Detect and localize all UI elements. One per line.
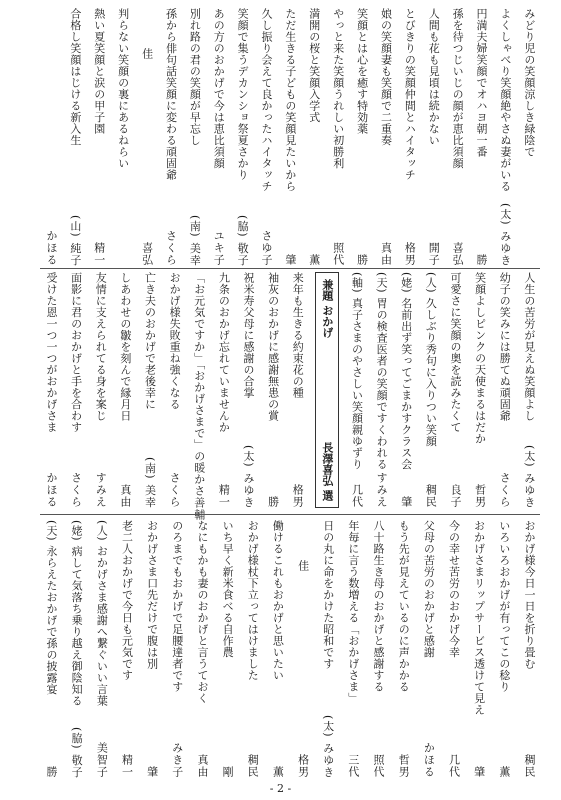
author-name: (太) みゆき <box>498 202 512 266</box>
poem-text: 老二人おかげで今日も元気です <box>120 520 134 681</box>
author-name: 几代 <box>447 754 461 778</box>
poem-text: 久し振り会えて良かったハイタッチ <box>260 8 274 192</box>
poem-column <box>426 8 440 266</box>
poem-column <box>118 272 132 508</box>
theme-box <box>315 272 339 508</box>
author-name: かほる <box>422 742 436 778</box>
author-name: 薫 <box>307 254 321 266</box>
poem-text: 円満夫婦笑顔でオハヨ朝一番 <box>475 8 489 158</box>
poem-text: 受けた恩一つ一つがおかげさま <box>45 272 58 433</box>
author-name: 肇 <box>283 254 297 266</box>
poem-column <box>355 8 369 266</box>
poem-text: (姥) 名前出ず笑ってごまかすクラス会 <box>399 272 413 470</box>
poem-text: 娘の笑顔妻も笑顔で二重奏 <box>379 8 393 146</box>
poem-text: 可愛さに笑顔の奥を読みたくて <box>449 272 462 433</box>
poem-text: やっと来た笑顔うれしい初勝利 <box>331 8 345 169</box>
author-name: 開子 <box>427 242 441 266</box>
poem-text: (姥) 病して気落ち乗り越え御陰知る <box>70 520 84 707</box>
poem-text: 来年も生きる約束花の種 <box>291 272 305 399</box>
divider-1 <box>40 268 540 269</box>
poem-column <box>69 520 83 778</box>
poem-text: (人) おかげさま感謝へ繋ぐいい言葉 <box>95 520 109 707</box>
poem-text: 九条のおかげ忘れていませんか <box>217 272 231 433</box>
author-name: 肇 <box>145 766 159 778</box>
poem-text: 今の幸せ苦労のおかげ今幸 <box>447 520 461 658</box>
poem-text: 笑顔とは心を癒す特効薬 <box>355 8 369 135</box>
author-name: かほる <box>45 230 58 266</box>
author-name: すみえ <box>94 472 108 508</box>
poem-column <box>270 520 284 778</box>
author-name: 稠民 <box>522 754 536 778</box>
author-name: さゆ子 <box>260 230 274 266</box>
poem-column <box>396 520 410 778</box>
author-name: 良子 <box>449 484 462 508</box>
poem-column <box>116 8 130 266</box>
poem-column <box>472 520 486 778</box>
author-name: 肇 <box>399 496 413 508</box>
author-name: (脇) 敬子 <box>70 726 84 778</box>
rank-label: 佳 <box>296 560 310 572</box>
section-1 <box>40 8 540 266</box>
poem-column <box>94 520 108 778</box>
poem-column <box>44 8 58 266</box>
author-name: 格男 <box>291 484 305 508</box>
poem-column <box>497 520 511 778</box>
author-name: 勝 <box>355 254 369 266</box>
poem-column <box>447 520 461 778</box>
author-name: さくら <box>164 230 178 266</box>
poem-column <box>167 272 181 508</box>
poem-column <box>170 520 184 778</box>
poem-column <box>474 8 488 266</box>
author-name: 真由 <box>118 484 132 508</box>
poem-column <box>266 272 280 508</box>
rank-header <box>296 520 310 778</box>
poem-column <box>522 8 536 266</box>
poem-text: 判らない笑顔の裏にあるねらい <box>116 8 130 169</box>
poem-text: よくしゃべり笑顔絶やさぬ妻がいる <box>498 8 512 192</box>
section-2 <box>40 272 540 521</box>
theme-selector: 長澤喜弘 選 <box>320 442 334 501</box>
author-name: (太) みゆき <box>242 444 255 508</box>
author-name: 精一 <box>120 754 134 778</box>
poem-column <box>216 272 230 508</box>
author-name: 哲男 <box>473 484 487 508</box>
poem-column <box>68 8 82 266</box>
poem-column <box>350 272 364 508</box>
poem-text: 熱い夏笑顔と涙の甲子園 <box>92 8 106 135</box>
poem-column <box>187 8 201 266</box>
poem-column <box>44 520 58 778</box>
poem-text: 日の丸に命をかけた昭和です <box>321 520 335 670</box>
poem-text: 孫から俳句話笑顔に変わる頑固爺 <box>164 8 178 181</box>
poem-text: おかげ様失敗重ね強くなる <box>168 272 182 410</box>
poem-text: 父母の苦労のおかげと感謝 <box>422 520 436 658</box>
poem-column <box>473 272 487 508</box>
poem-text: (天) 永らえたおかげで孫の披露宴 <box>45 520 58 695</box>
author-name: 稠民 <box>424 484 438 508</box>
divider-2 <box>40 514 540 515</box>
poem-text: 合格し笑顔はじける新入生 <box>68 8 82 146</box>
author-name: 几代 <box>350 484 364 508</box>
poem-text: (人) 久しぶり秀句に入りつい笑顔 <box>424 272 438 447</box>
poem-column <box>195 520 209 778</box>
poem-text: 亡き夫のおかげで老後幸に <box>143 272 157 410</box>
poem-text: とびきりの笑顔仲間とハイタッチ <box>403 8 417 181</box>
poem-column <box>235 8 249 266</box>
author-name: 善輔 <box>192 496 206 521</box>
author-name: 格男 <box>296 754 310 778</box>
author-name: さくら <box>168 472 182 508</box>
poem-column <box>92 8 106 266</box>
poem-column <box>44 272 58 508</box>
poem-column <box>245 520 259 778</box>
author-name: (南) 美幸 <box>188 214 202 266</box>
poem-column <box>220 520 234 778</box>
poem-text: しあわせの皺を刻んで縁月日 <box>118 272 132 422</box>
poem-text: 笑顔で集うデカンショ祭夏さかり <box>236 8 250 181</box>
author-name: (太) みゆき <box>522 444 536 508</box>
rank-header <box>140 8 154 266</box>
author-name: ユキ子 <box>212 230 226 266</box>
poem-column <box>497 272 511 508</box>
poem-column <box>498 8 512 266</box>
poem-column <box>371 520 385 778</box>
poem-text: 祝米寿父母に感謝の合掌 <box>242 272 255 399</box>
author-name: 格男 <box>403 242 417 266</box>
poem-column <box>450 8 464 266</box>
author-name: みき子 <box>170 742 184 778</box>
poem-text: 友情に支えられてる身を案じ <box>94 272 108 422</box>
poem-column <box>143 272 157 508</box>
poem-column <box>331 8 345 266</box>
poem-column <box>321 520 335 778</box>
poem-text: 幼子の笑みには勝てぬ頑固爺 <box>498 272 512 422</box>
author-name: 稠民 <box>246 754 260 778</box>
author-name: 美智子 <box>95 742 109 778</box>
author-name: 真由 <box>195 754 209 778</box>
author-name: 勝 <box>475 254 489 266</box>
poem-text: いち早く新米食べる自作農 <box>221 520 235 658</box>
author-name: 精一 <box>92 242 106 266</box>
author-name: 照代 <box>331 242 345 266</box>
author-name: 喜弘 <box>451 242 465 266</box>
poem-text: あの方のおかげで今は恵比須顔 <box>212 8 226 169</box>
poem-text: 孫を待つじいじの顔が恵比須顔 <box>451 8 465 169</box>
poem-text: もう先が見えているのに声かかる <box>397 520 411 693</box>
section-3 <box>40 520 540 778</box>
theme-title: 兼題 おかげ <box>320 279 334 338</box>
poem-text: 袖灰のおかげに感謝無患の賞 <box>266 272 280 422</box>
author-name: 真由 <box>379 242 393 266</box>
poem-text: 働けるこれもおかげと思いたい <box>271 520 285 681</box>
author-name: 喜弘 <box>140 242 154 266</box>
poem-text: 人生の苦労が見えぬ笑顔よし <box>522 272 536 422</box>
poem-column <box>192 272 206 521</box>
poem-column <box>163 8 177 266</box>
poem-text: のろまでもおかげで足腰達者です <box>170 520 184 693</box>
author-name: 薫 <box>497 766 511 778</box>
author-name: (脇) 敬子 <box>236 214 250 266</box>
author-name: 三代 <box>346 754 360 778</box>
poem-column <box>522 272 536 508</box>
author-name: (太) みゆき <box>321 714 335 778</box>
author-name: さくら <box>69 472 83 508</box>
poem-text: 年毎に言う数増える「おかげさま」 <box>346 520 360 704</box>
poem-column <box>374 272 388 508</box>
poem-text: 八十路生き母のおかげと感謝する <box>372 520 386 693</box>
poem-column <box>399 272 413 508</box>
poem-text: おかげ様杖下立ってはけました <box>246 520 260 681</box>
author-name: (南) 美幸 <box>143 456 157 508</box>
author-name: 剛 <box>221 766 235 778</box>
poem-column <box>421 520 435 778</box>
poem-text: 「お元気ですか」「おかげさまで」の暖かさ <box>192 272 206 497</box>
poem-text: いろいろおかげが有ってこの稔り <box>497 520 511 693</box>
poem-column <box>402 8 416 266</box>
poem-column <box>423 272 437 508</box>
author-name: すみえ <box>375 472 389 508</box>
poem-text: 面影に君のおかげと手を合わす <box>69 272 83 433</box>
poem-text: みどり児の笑顔涼しき緑陰で <box>522 8 536 158</box>
rank-label: 佳 <box>140 48 154 60</box>
author-name: 肇 <box>472 766 486 778</box>
page-number: - 2 - <box>269 782 292 795</box>
poem-column <box>283 8 297 266</box>
poem-text: おかげさま口先だけで腹は別 <box>145 520 159 670</box>
author-name: 照代 <box>372 754 386 778</box>
poem-column <box>241 272 255 508</box>
poem-text: 満開の桜と笑顔入学式 <box>307 8 321 123</box>
poem-column <box>307 8 321 266</box>
poem-column <box>93 272 107 508</box>
poem-text: 別れ路の君の笑顔が早忘し <box>188 8 202 146</box>
poem-text: ただ生きる子どもの笑顔見たいから <box>283 8 297 192</box>
poem-column <box>378 8 392 266</box>
author-name: 精一 <box>217 484 231 508</box>
author-name: かほる <box>45 472 58 508</box>
poem-text: なにもかも妻のおかげと言うておく <box>195 520 209 704</box>
author-name: (山) 純子 <box>68 214 82 266</box>
poem-column <box>522 520 536 778</box>
author-name: 哲男 <box>397 754 411 778</box>
author-name: 薫 <box>271 766 285 778</box>
poem-text: 人間も花も見頃は続かない <box>427 8 441 146</box>
poem-column <box>211 8 225 266</box>
poem-column <box>259 8 273 266</box>
poem-column <box>448 272 462 508</box>
poem-text: おかげさまリップサービス透けて見え <box>472 520 486 716</box>
poem-column <box>119 520 133 778</box>
poem-column <box>69 272 83 508</box>
poem-column <box>290 272 304 508</box>
author-name: 勝 <box>266 496 280 508</box>
poem-column <box>145 520 159 778</box>
poem-text: おかげ様今日一日を折り畳む <box>522 520 536 670</box>
author-name: 勝 <box>45 766 58 778</box>
poem-text: (天) 胃の検査医者の笑顔ですくわれる <box>375 272 389 470</box>
author-name: さくら <box>498 472 512 508</box>
poem-column <box>346 520 360 778</box>
poem-text: (軸) 真子さまのやさしい笑顔親ゆずり <box>350 272 364 470</box>
poem-text: 笑顔よしピンクの天使まるはだか <box>473 272 487 445</box>
